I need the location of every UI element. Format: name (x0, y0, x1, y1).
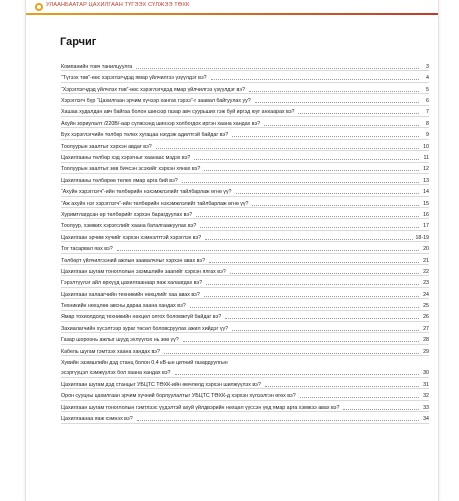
toc-dot-leader (205, 239, 413, 240)
toc-entry[interactable] (61, 140, 429, 151)
toc-entry-title: Цахилгаан шугам тоноглолын эзэмшлийн заагийг хэрхэн ялгах вэ? (61, 268, 226, 275)
toc-entry[interactable] (61, 322, 429, 333)
toc-dot-leader (264, 125, 419, 126)
toc-dot-leader (230, 273, 419, 274)
toc-entry-page-number: 8 (426, 120, 429, 127)
toc-dot-leader (236, 193, 420, 194)
toc-entry[interactable] (61, 333, 429, 344)
toc-dot-leader (204, 170, 419, 171)
toc-dot-leader (136, 68, 419, 69)
toc-entry[interactable] (61, 288, 429, 299)
toc-entry[interactable] (61, 345, 429, 356)
toc-dot-leader (343, 409, 419, 410)
toc-entry-title: “Ахуйн хэрэглэгч”-ийн төлбөрийн нэхэмжлэлийг тайлбарлаж өгнө үү? (61, 189, 232, 196)
toc-entry-title: Цахилгааны төлбөр хэд хэрэгныг хаанаас мэдэх вэ? (61, 155, 191, 162)
toc-entry-title: Хувийн эзэмшлийн дэд станц болон 0.4 кВ-ын цитний газардуулгын (61, 360, 228, 367)
toc-dot-leader (252, 205, 419, 206)
header-accent-line (26, 13, 438, 15)
toc-entry-title: Ахуйн зориулалт /220В/-аар сүлжээнд шинээр холбогдох иргэн хаана хандах вэ? (61, 120, 261, 127)
toc-entry-page-number: 11 (423, 155, 429, 162)
toc-entry-page-number: 21 (423, 257, 429, 264)
document-page (25, 0, 439, 501)
toc-entry[interactable] (61, 83, 429, 94)
toc-entry-page-number: 14 (423, 189, 429, 196)
toc-dot-leader (255, 102, 419, 103)
toc-entry[interactable] (61, 254, 429, 265)
toc-dot-leader (137, 420, 419, 421)
toc-entry-page-number: 22 (423, 268, 429, 275)
toc-entry-title: Гэрэлтүүлэг айл өрхүүд цахилгаанаар яаж халаагдах вэ? (61, 280, 203, 287)
toc-entry[interactable] (61, 276, 429, 287)
toc-entry-page-number: 13 (423, 177, 429, 184)
toc-entry-page-number: 16 (423, 211, 429, 218)
toc-dot-leader (300, 397, 419, 398)
toc-entry-page-number: 3 (426, 63, 429, 70)
toc-entry-title: Цахилгааны төлбөрөө төлөх ямар арга бий вэ? (61, 177, 178, 184)
toc-entry-title: Тог тасарвал яах вэ? (61, 246, 113, 253)
toc-entry-title: Цахилгаан шугам дэд станцыг УБЦТС ТӨХК-ийн өмчлөлд хэрхэн шилжүүлэх вэ? (61, 381, 261, 388)
toc-entry-page-number: 26 (423, 314, 429, 321)
toc-entry-title: Цахилгаан халаагчийн техникийн нөхцлийг хаа авах вэ? (61, 291, 200, 298)
toc-dot-leader (164, 353, 419, 354)
toc-entry[interactable] (61, 231, 429, 242)
toc-entry-title: Захиалагчийн хүсэлтээр зураг төсөл боловсруулах ажил хийдэг үү? (61, 325, 229, 332)
page-header (26, 0, 438, 14)
toc-dot-leader (182, 182, 419, 183)
toc-entry-title: Хэрэглэгч бүр “Цахилгаан эрчим хүчээр хангах гэрээ”-г заавал байгуулах уу? (61, 98, 251, 105)
toc-entry-page-number: 33 (423, 404, 429, 411)
toc-dot-leader (209, 262, 419, 263)
toc-entry-title: Орон сууцны цахилгаан эрчим хүчний борлуулалтыг УБЦТС ТӨХК-д хэрхэн хүлээлгэн өгөх вэ? (61, 393, 296, 400)
toc-entry-title: Хуримтлагдсан өр төлбөрийг хэрхэн барагдуулах вэ? (61, 211, 193, 218)
toc-entry[interactable] (61, 242, 429, 253)
toc-entry-title: Тоолуур, хэмжих хэрэгслийг хаана баталгаажуулах вэ? (61, 223, 197, 230)
toc-entry[interactable] (61, 60, 429, 71)
toc-entry-title: Кабель шугам гэмтээх хаана хандах вэ? (61, 348, 160, 355)
toc-entry[interactable] (61, 128, 429, 139)
toc-entry[interactable] (61, 401, 429, 412)
toc-entry[interactable] (61, 311, 429, 322)
toc-entry[interactable] (61, 378, 429, 389)
toc-entry-title: “Түгээх төв”-өөс хэрэглэгчдэд ямар үйлчилгээ үзүүлдэг вэ? (61, 75, 207, 82)
toc-entry-title: Компанийн товч танилцуулга (61, 63, 133, 70)
toc-dot-leader (265, 386, 419, 387)
toc-entry-title: Цахилгаанаа яаж хэмнэх вэ? (61, 416, 133, 422)
toc-dot-leader (117, 250, 419, 251)
toc-dot-leader (249, 91, 419, 92)
toc-entry-title: “Аж ахуйн нэг хэрэглэгч”-ийн төлбөрийн нэхэмжлэлийг тайлбарлаж өгнө үү? (61, 200, 249, 207)
toc-dot-leader (232, 136, 419, 137)
toc-entry-page-number: 5 (426, 86, 429, 93)
toc-entry-title: Газар шороонь ажлыг шууд эхлүүлэх нь зөв үү? (61, 337, 179, 344)
toc-entry-page-number: 20 (423, 246, 429, 253)
toc-entry-title: эсэргүүцэл хэмжүүлэх бол хаана хандах вэ? (61, 370, 171, 377)
toc-entry[interactable] (61, 299, 429, 310)
toc-dot-leader (232, 330, 419, 331)
toc-entry-page-number: 31 (423, 381, 429, 388)
toc-dot-leader (225, 318, 419, 319)
toc-entry-page-number: 10 (423, 143, 429, 150)
toc-entry-title: Тоолуурын заалтыг зөв бичсэн эсэхийг хэрхэн хянах вэ? (61, 166, 201, 173)
toc-entry[interactable] (61, 94, 429, 105)
toc-entry-page-number: 23 (423, 280, 429, 287)
table-of-contents (61, 60, 429, 424)
toc-dot-leader (206, 284, 419, 285)
company-logo-icon (35, 3, 43, 11)
toc-dot-leader (175, 374, 420, 375)
toc-dot-leader (183, 341, 419, 342)
toc-entry-page-number: 15 (423, 200, 429, 207)
toc-entry[interactable] (61, 106, 429, 117)
toc-dot-leader (194, 159, 419, 160)
toc-entry[interactable] (61, 174, 429, 185)
toc-entry-title: Хашаа худалдан авч байгаа болон шинээр газар авч суурьших гэж буй иргэд юуг анхаарах вэ? (61, 109, 295, 116)
toc-entry-page-number: 12 (423, 166, 429, 173)
toc-entry-title: Техникийн нөхцлөө авсны дараа хаана хандах вэ? (61, 303, 186, 310)
toc-entry-title: Ямар тохиолдолд техникийн нөхцөл олгох боломжгүй байдаг вэ? (61, 314, 222, 321)
header-title: УЛААНБААТАР ЦАХИЛГААН ТҮГЭЭХ СҮЛЖЭЭ ТӨХК (46, 2, 190, 8)
toc-entry-title: “Хэрэглэгчдэд үйлчлэх төв”-өөс хэрэглэгчдэд ямар үйлчилгээ үзүүлдэг вэ? (61, 86, 246, 93)
toc-dot-leader (298, 113, 419, 114)
toc-dot-leader (211, 79, 419, 80)
toc-entry[interactable] (61, 389, 429, 400)
toc-entry[interactable] (61, 117, 429, 128)
toc-entry-page-number: 7 (426, 109, 429, 116)
toc-entry-page-number: 4 (426, 75, 429, 82)
toc-dot-leader (156, 148, 419, 149)
toc-entry[interactable] (61, 265, 429, 276)
toc-entry-title: Цахилгаан эрчим хүчийг хэрхэн хэмнэлттэй хэрэглэх вэ? (61, 234, 202, 241)
toc-dot-leader (200, 227, 419, 228)
toc-entry-page-number: 17 (423, 223, 429, 230)
toc-entry-page-number: 30 (423, 370, 429, 377)
page-title: Гарчиг (60, 36, 97, 48)
toc-entry[interactable] (61, 412, 429, 423)
toc-entry-title: Бүх хэрэглэгчийн төлбөр төлөх хугацаа нэгдэж адилтгэй байдаг вэ? (61, 132, 229, 139)
toc-entry-page-number: 18-19 (415, 234, 429, 241)
toc-entry[interactable] (61, 208, 429, 219)
toc-entry[interactable] (61, 151, 429, 162)
toc-entry-page-number: 24 (423, 291, 429, 298)
toc-dot-leader (196, 216, 419, 217)
toc-entry-title: Тоолуурын заалтыг хэрхэн авдаг вэ? (61, 143, 152, 150)
toc-entry-page-number: 9 (426, 132, 429, 139)
toc-entry[interactable] (61, 197, 429, 208)
toc-entry-page-number: 32 (423, 393, 429, 400)
toc-dot-leader (190, 307, 419, 308)
toc-entry[interactable] (61, 356, 429, 366)
toc-entry-page-number: 28 (423, 337, 429, 344)
toc-entry-title: Цахилгаан шугам тоноглолын гэмтлээс үүдэлтэй ахуй үйлдвэрийн нөхцөл үүссэн үед ямар арга хэмжээ авах вэ? (61, 404, 340, 411)
toc-entry[interactable] (61, 367, 429, 378)
toc-entry-page-number: 25 (423, 303, 429, 310)
toc-entry-page-number: 27 (423, 325, 429, 332)
toc-entry-page-number: 6 (426, 98, 429, 105)
toc-entry-title: Төлбөрт үйлчилгээний ажлын заавалчлыг хэрхэн авах вэ? (61, 257, 206, 264)
toc-entry-page-number: 34 (423, 416, 429, 422)
toc-entry[interactable] (61, 185, 429, 196)
toc-entry-page-number: 29 (423, 348, 429, 355)
toc-entry[interactable] (61, 163, 429, 174)
toc-dot-leader (204, 296, 419, 297)
toc-entry[interactable] (61, 219, 429, 230)
toc-entry[interactable] (61, 71, 429, 82)
